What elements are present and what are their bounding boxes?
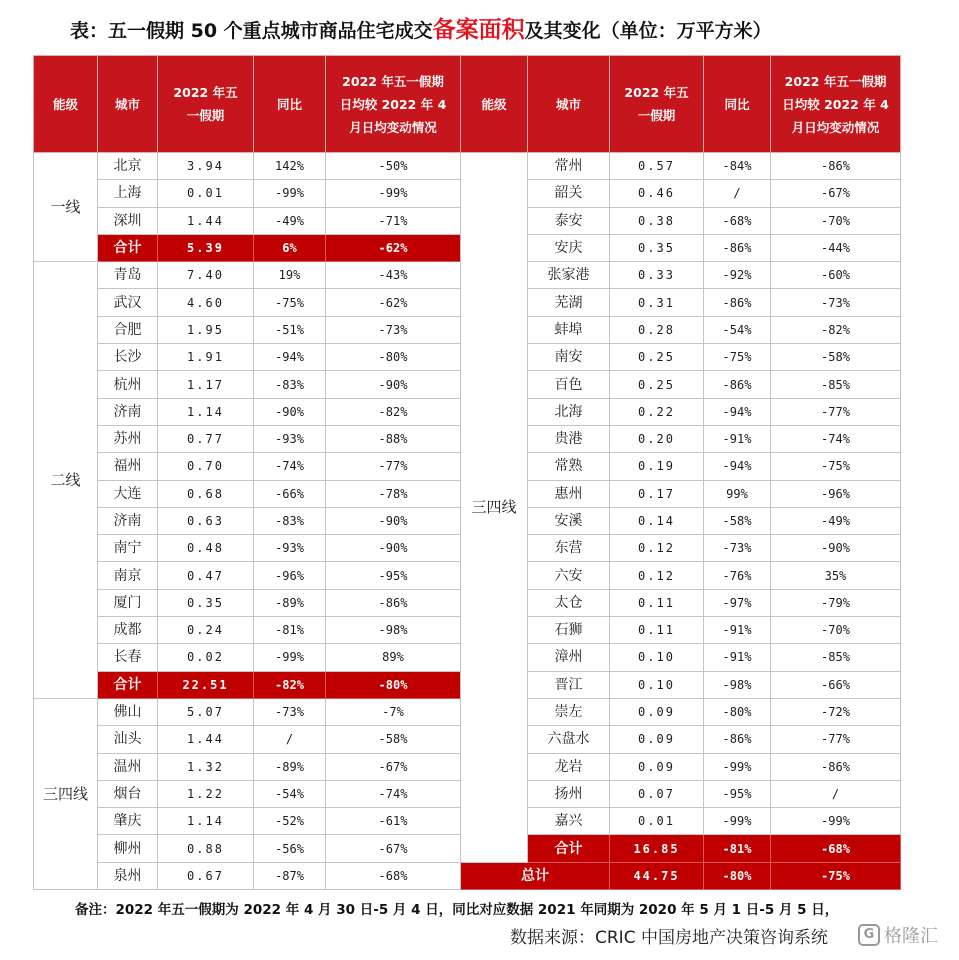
table-title (70, 13, 772, 47)
left-city-cell: 汕头 (98, 726, 158, 753)
left-area-cell: 4.60 (158, 289, 254, 316)
right-yoy-cell: -75% (704, 344, 771, 371)
left-change-cell: -95% (326, 562, 461, 589)
left-subtotal-area: 22.51 (158, 671, 254, 698)
left-city-cell: 泉州 (98, 862, 158, 889)
right-yoy-cell: 99% (704, 480, 771, 507)
left-subtotal-change: -80% (326, 671, 461, 698)
header-line: 日均较 2022 年 4 (782, 96, 889, 112)
left-city-cell: 济南 (98, 398, 158, 425)
left-city-cell: 北京 (98, 153, 158, 180)
header-line: 月日均变动情况 (349, 119, 437, 135)
left-change-cell: -82% (326, 398, 461, 425)
left-yoy-cell: -52% (254, 808, 326, 835)
left-change-cell: -80% (326, 344, 461, 371)
left-city-cell: 温州 (98, 753, 158, 780)
left-header-area (158, 56, 254, 153)
left-area-cell: 1.91 (158, 344, 254, 371)
left-city-cell: 福州 (98, 453, 158, 480)
left-change-cell: -61% (326, 808, 461, 835)
right-change-cell: -74% (771, 425, 901, 452)
right-city-cell: 惠州 (528, 480, 610, 507)
city-transaction-table (33, 55, 901, 890)
left-change-cell: -99% (326, 180, 461, 207)
left-city-cell: 大连 (98, 480, 158, 507)
header-line: 2022 年五一假期 (342, 73, 444, 89)
left-yoy-cell: -74% (254, 453, 326, 480)
left-yoy-cell: -94% (254, 344, 326, 371)
left-change-cell: -90% (326, 535, 461, 562)
left-area-cell: 0.02 (158, 644, 254, 671)
right-area-cell: 0.01 (610, 808, 704, 835)
table-row (34, 153, 901, 180)
right-city-cell: 六盘水 (528, 726, 610, 753)
right-change-cell: -72% (771, 698, 901, 725)
right-city-cell: 扬州 (528, 780, 610, 807)
left-yoy-cell: -56% (254, 835, 326, 862)
left-change-cell: 89% (326, 644, 461, 671)
left-area-cell: 1.95 (158, 316, 254, 343)
right-city-cell: 安溪 (528, 507, 610, 534)
left-area-cell: 0.01 (158, 180, 254, 207)
right-subtotal-area: 16.85 (610, 835, 704, 862)
right-area-cell: 0.25 (610, 371, 704, 398)
right-area-cell: 0.12 (610, 535, 704, 562)
left-change-cell: -90% (326, 507, 461, 534)
left-yoy-cell: 19% (254, 262, 326, 289)
right-area-cell: 0.10 (610, 671, 704, 698)
right-area-cell: 0.17 (610, 480, 704, 507)
right-yoy-cell: -99% (704, 808, 771, 835)
left-area-cell: 7.40 (158, 262, 254, 289)
left-area-cell: 1.44 (158, 726, 254, 753)
left-change-cell: -67% (326, 835, 461, 862)
left-tier-cell: 一线 (34, 153, 98, 262)
right-yoy-cell: -76% (704, 562, 771, 589)
left-yoy-cell: -96% (254, 562, 326, 589)
right-area-cell: 0.20 (610, 425, 704, 452)
left-header-change (326, 56, 461, 153)
left-area-cell: 0.47 (158, 562, 254, 589)
right-change-cell: -44% (771, 234, 901, 261)
right-city-cell: 芜湖 (528, 289, 610, 316)
left-change-cell: -88% (326, 425, 461, 452)
right-header-change (771, 56, 901, 153)
right-city-cell: 太仓 (528, 589, 610, 616)
left-area-cell: 1.14 (158, 398, 254, 425)
right-city-cell: 泰安 (528, 207, 610, 234)
left-change-cell: -86% (326, 589, 461, 616)
left-yoy-cell: 142% (254, 153, 326, 180)
right-city-cell: 南安 (528, 344, 610, 371)
left-change-cell: -71% (326, 207, 461, 234)
left-change-cell: -58% (326, 726, 461, 753)
left-city-cell: 苏州 (98, 425, 158, 452)
right-area-cell: 0.28 (610, 316, 704, 343)
header-line: 2022 年五一假期 (784, 73, 887, 89)
right-city-cell: 北海 (528, 398, 610, 425)
footnote: 备注：2022 年五一假期为 2022 年 4 月 30 日-5 月 4 日，同比对应数据 2021 年同期为 2020 年 5 月 1 日-5 月 5 日， (75, 902, 839, 918)
right-yoy-cell: -73% (704, 535, 771, 562)
right-subtotal-label: 合计 (528, 835, 610, 862)
left-subtotal-label: 合计 (98, 234, 158, 261)
right-change-cell: -70% (771, 617, 901, 644)
left-yoy-cell: -87% (254, 862, 326, 889)
left-yoy-cell: -51% (254, 316, 326, 343)
left-change-cell: -50% (326, 153, 461, 180)
right-change-cell: -58% (771, 344, 901, 371)
left-header-tier: 能级 (34, 56, 98, 153)
right-yoy-cell: -54% (704, 316, 771, 343)
right-change-cell: 35% (771, 562, 901, 589)
right-yoy-cell: -98% (704, 671, 771, 698)
right-yoy-cell: -86% (704, 289, 771, 316)
left-yoy-cell: -99% (254, 644, 326, 671)
right-change-cell: -77% (771, 398, 901, 425)
left-area-cell: 0.48 (158, 535, 254, 562)
right-area-cell: 0.33 (610, 262, 704, 289)
left-subtotal-label: 合计 (98, 671, 158, 698)
left-change-cell: -90% (326, 371, 461, 398)
right-subtotal-change: -68% (771, 835, 901, 862)
left-subtotal-change: -62% (326, 234, 461, 261)
left-change-cell: -78% (326, 480, 461, 507)
right-area-cell: 0.38 (610, 207, 704, 234)
left-city-cell: 柳州 (98, 835, 158, 862)
right-change-cell: / (771, 780, 901, 807)
right-area-cell: 0.25 (610, 344, 704, 371)
right-change-cell: -99% (771, 808, 901, 835)
right-city-cell: 六安 (528, 562, 610, 589)
left-yoy-cell: -49% (254, 207, 326, 234)
right-change-cell: -67% (771, 180, 901, 207)
left-area-cell: 0.24 (158, 617, 254, 644)
right-subtotal-yoy: -81% (704, 835, 771, 862)
title-prefix: 表：五一假期 50 个重点城市商品住宅成交 (70, 20, 433, 42)
right-area-cell: 0.31 (610, 289, 704, 316)
title-suffix: 及其变化（单位：万平方米） (524, 20, 772, 42)
left-yoy-cell: -83% (254, 371, 326, 398)
right-area-cell: 0.07 (610, 780, 704, 807)
table-body (34, 153, 901, 890)
left-yoy-cell: -73% (254, 698, 326, 725)
left-area-cell: 1.44 (158, 207, 254, 234)
left-yoy-cell: -81% (254, 617, 326, 644)
right-yoy-cell: -91% (704, 425, 771, 452)
table-header (34, 56, 901, 153)
right-area-cell: 0.09 (610, 698, 704, 725)
left-area-cell: 1.14 (158, 808, 254, 835)
left-change-cell: -7% (326, 698, 461, 725)
left-change-cell: -62% (326, 289, 461, 316)
left-yoy-cell: -90% (254, 398, 326, 425)
right-change-cell: -49% (771, 507, 901, 534)
left-yoy-cell: -54% (254, 780, 326, 807)
left-city-cell: 深圳 (98, 207, 158, 234)
left-yoy-cell: -93% (254, 535, 326, 562)
right-yoy-cell: -58% (704, 507, 771, 534)
left-yoy-cell: -99% (254, 180, 326, 207)
left-subtotal-area: 5.39 (158, 234, 254, 261)
right-yoy-cell: / (704, 180, 771, 207)
right-city-cell: 贵港 (528, 425, 610, 452)
left-city-cell: 合肥 (98, 316, 158, 343)
left-yoy-cell: / (254, 726, 326, 753)
left-change-cell: -77% (326, 453, 461, 480)
right-city-cell: 石狮 (528, 617, 610, 644)
left-area-cell: 0.35 (158, 589, 254, 616)
right-change-cell: -60% (771, 262, 901, 289)
right-yoy-cell: -86% (704, 371, 771, 398)
left-area-cell: 1.22 (158, 780, 254, 807)
right-area-cell: 0.35 (610, 234, 704, 261)
right-yoy-cell: -68% (704, 207, 771, 234)
left-header-yoy: 同比 (254, 56, 326, 153)
right-header-area (610, 56, 704, 153)
left-header-city: 城市 (98, 56, 158, 153)
right-yoy-cell: -91% (704, 644, 771, 671)
header-line: 一假期 (186, 108, 225, 123)
left-area-cell: 5.07 (158, 698, 254, 725)
right-area-cell: 0.22 (610, 398, 704, 425)
right-yoy-cell: -86% (704, 726, 771, 753)
header-line: 月日均变动情况 (791, 119, 880, 135)
left-change-cell: -98% (326, 617, 461, 644)
right-area-cell: 0.19 (610, 453, 704, 480)
right-city-cell: 韶关 (528, 180, 610, 207)
right-area-cell: 0.14 (610, 507, 704, 534)
left-change-cell: -68% (326, 862, 461, 889)
left-city-cell: 青岛 (98, 262, 158, 289)
right-city-cell: 崇左 (528, 698, 610, 725)
left-city-cell: 上海 (98, 180, 158, 207)
right-area-cell: 0.10 (610, 644, 704, 671)
right-city-cell: 龙岩 (528, 753, 610, 780)
right-yoy-cell: -95% (704, 780, 771, 807)
right-yoy-cell: -84% (704, 153, 771, 180)
right-city-cell: 漳州 (528, 644, 610, 671)
left-area-cell: 1.17 (158, 371, 254, 398)
left-area-cell: 0.88 (158, 835, 254, 862)
right-change-cell: -79% (771, 589, 901, 616)
right-city-cell: 安庆 (528, 234, 610, 261)
grand-total-label: 总计 (461, 862, 610, 889)
gelonghui-logo-icon: G (858, 924, 880, 946)
right-header-yoy: 同比 (704, 56, 771, 153)
grand-total-yoy: -80% (704, 862, 771, 889)
left-area-cell: 0.63 (158, 507, 254, 534)
watermark-text: 格隆汇 (884, 926, 938, 947)
right-change-cell: -75% (771, 453, 901, 480)
left-change-cell: -67% (326, 753, 461, 780)
left-city-cell: 杭州 (98, 371, 158, 398)
right-change-cell: -96% (771, 480, 901, 507)
right-city-cell: 晋江 (528, 671, 610, 698)
left-area-cell: 1.32 (158, 753, 254, 780)
right-city-cell: 常熟 (528, 453, 610, 480)
right-area-cell: 0.11 (610, 589, 704, 616)
left-tier-cell: 二线 (34, 262, 98, 699)
left-change-cell: -43% (326, 262, 461, 289)
left-city-cell: 长沙 (98, 344, 158, 371)
header-line: 2022 年五 (624, 85, 689, 100)
right-header-tier: 能级 (461, 56, 528, 153)
left-yoy-cell: -89% (254, 589, 326, 616)
right-city-cell: 嘉兴 (528, 808, 610, 835)
right-tier-cell: 三四线 (461, 153, 528, 863)
left-city-cell: 长春 (98, 644, 158, 671)
left-city-cell: 武汉 (98, 289, 158, 316)
right-area-cell: 0.09 (610, 753, 704, 780)
right-yoy-cell: -92% (704, 262, 771, 289)
left-city-cell: 厦门 (98, 589, 158, 616)
left-city-cell: 肇庆 (98, 808, 158, 835)
header-line: 日均较 2022 年 4 (339, 96, 447, 112)
right-yoy-cell: -80% (704, 698, 771, 725)
right-header-city: 城市 (528, 56, 610, 153)
left-change-cell: -73% (326, 316, 461, 343)
right-yoy-cell: -99% (704, 753, 771, 780)
left-yoy-cell: -66% (254, 480, 326, 507)
right-change-cell: -90% (771, 535, 901, 562)
right-city-cell: 百色 (528, 371, 610, 398)
header-row (34, 56, 901, 153)
right-area-cell: 0.09 (610, 726, 704, 753)
left-area-cell: 0.70 (158, 453, 254, 480)
left-area-cell: 0.77 (158, 425, 254, 452)
left-subtotal-yoy: -82% (254, 671, 326, 698)
left-city-cell: 成都 (98, 617, 158, 644)
grand-total-area: 44.75 (610, 862, 704, 889)
right-area-cell: 0.46 (610, 180, 704, 207)
left-area-cell: 3.94 (158, 153, 254, 180)
left-yoy-cell: -75% (254, 289, 326, 316)
left-yoy-cell: -93% (254, 425, 326, 452)
left-city-cell: 烟台 (98, 780, 158, 807)
right-yoy-cell: -86% (704, 234, 771, 261)
right-change-cell: -86% (771, 753, 901, 780)
title-highlight: 备案面积 (432, 17, 525, 43)
left-yoy-cell: -89% (254, 753, 326, 780)
left-area-cell: 0.67 (158, 862, 254, 889)
right-change-cell: -82% (771, 316, 901, 343)
left-yoy-cell: -83% (254, 507, 326, 534)
right-area-cell: 0.57 (610, 153, 704, 180)
header-line: 一假期 (637, 108, 676, 123)
left-city-cell: 南宁 (98, 535, 158, 562)
right-city-cell: 张家港 (528, 262, 610, 289)
right-change-cell: -85% (771, 644, 901, 671)
data-source: 数据来源：CRIC 中国房地产决策咨询系统 (510, 928, 828, 948)
header-line: 2022 年五 (173, 85, 238, 100)
table-row (34, 862, 901, 889)
right-change-cell: -73% (771, 289, 901, 316)
grand-total-change: -75% (771, 862, 901, 889)
left-city-cell: 济南 (98, 507, 158, 534)
right-city-cell: 蚌埠 (528, 316, 610, 343)
right-yoy-cell: -97% (704, 589, 771, 616)
left-area-cell: 0.68 (158, 480, 254, 507)
watermark-logo (858, 922, 938, 948)
right-change-cell: -85% (771, 371, 901, 398)
right-change-cell: -70% (771, 207, 901, 234)
right-area-cell: 0.12 (610, 562, 704, 589)
left-tier-cell: 三四线 (34, 698, 98, 889)
right-area-cell: 0.11 (610, 617, 704, 644)
right-city-cell: 常州 (528, 153, 610, 180)
right-yoy-cell: -91% (704, 617, 771, 644)
right-change-cell: -66% (771, 671, 901, 698)
right-change-cell: -77% (771, 726, 901, 753)
left-subtotal-yoy: 6% (254, 234, 326, 261)
left-city-cell: 南京 (98, 562, 158, 589)
data-table-container (33, 55, 900, 890)
left-city-cell: 佛山 (98, 698, 158, 725)
right-yoy-cell: -94% (704, 398, 771, 425)
right-yoy-cell: -94% (704, 453, 771, 480)
left-change-cell: -74% (326, 780, 461, 807)
right-city-cell: 东营 (528, 535, 610, 562)
right-change-cell: -86% (771, 153, 901, 180)
